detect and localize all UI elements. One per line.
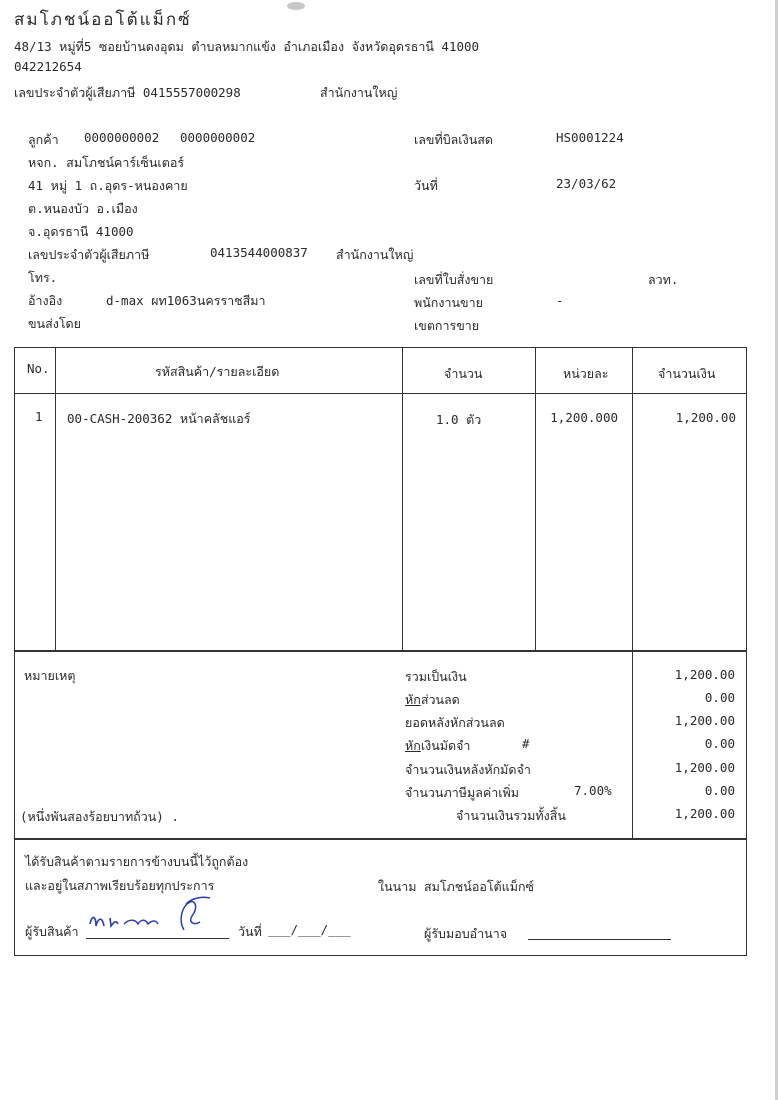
on-behalf-of: ในนาม สมโภชน์ออโต้แม็กซ์ (378, 879, 535, 894)
after-discount-label: ยอดหลังหักส่วนลด (405, 715, 505, 730)
customer-address-3: จ.อุดรธานี 41000 (28, 224, 134, 239)
vat-rate: 7.00% (574, 783, 612, 798)
company-branch: สำนักงานใหญ่ (320, 85, 398, 100)
vat-value: 0.00 (704, 783, 735, 798)
customer-label: ลูกค้า (28, 132, 59, 147)
remark-label: หมายเหตุ (24, 668, 76, 683)
deposit-value: 0.00 (704, 736, 735, 751)
receipt-confirmation-1: ได้รับสินค้าตามรายการข้างบนนี้ไว้ถูกต้อง (25, 854, 249, 869)
items-col-divider-4 (632, 347, 633, 651)
company-phone: 042212654 (14, 59, 82, 74)
grand-total-label: จำนวนเงินรวมทั้งสิ้น (456, 808, 566, 823)
authorized-label: ผู้รับมอบอำนาจ (424, 926, 508, 941)
customer-branch: สำนักงานใหญ่ (336, 247, 414, 262)
customer-address-2: ต.หนองบัว อ.เมือง (28, 201, 138, 216)
company-address: 48/13 หมู่ที่5 ซอยบ้านดงอุดม ตำบลหมากแข้ง อำเภอเมือง จังหวัดอุดรธานี 41000 (14, 39, 480, 54)
grand-total-value: 1,200.00 (674, 806, 735, 821)
bill-date: 23/03/62 (556, 176, 617, 191)
item-row-unit-price: 1,200.000 (550, 410, 618, 425)
receiver-label: ผู้รับสินค้า (25, 924, 79, 939)
subtotal-label: รวมเป็นเงิน (405, 669, 467, 684)
item-row-amount: 1,200.00 (675, 410, 736, 425)
totals-col-divider (632, 650, 633, 839)
sales-area-label: เขตการขาย (414, 318, 480, 333)
customer-name: หจก. สมโภชน์คาร์เซ็นเตอร์ (28, 155, 185, 170)
bill-number-label: เลขที่บิลเงินสด (414, 132, 493, 147)
items-col-divider-3 (535, 347, 536, 651)
after-deposit-label: จำนวนเงินหลังหักมัดจำ (405, 762, 531, 777)
customer-address-1: 41 หมู่ 1 ถ.อุดร-หนองคาย (28, 178, 188, 193)
header-unit-price: หน่วยละ (563, 366, 609, 381)
header-amount: จำนวนเงิน (658, 366, 716, 381)
deposit-label-text: เงินมัดจำ (420, 738, 471, 753)
sales-order-suffix: ลวท. (648, 272, 679, 287)
discount-label (405, 690, 460, 710)
bill-number: HS0001224 (556, 130, 624, 145)
after-discount-value: 1,200.00 (674, 713, 735, 728)
company-name: สมโภชน์ออโต้แม็กซ์ (14, 10, 192, 30)
salesperson-label: พนักงานขาย (414, 295, 483, 310)
customer-phone-label: โทร. (28, 270, 58, 285)
company-taxid: เลขประจำตัวผู้เสียภาษี 0415557000298 (14, 85, 241, 100)
deposit-label-prefix: หัก (405, 738, 421, 753)
header-no: No. (27, 361, 50, 376)
header-description: รหัสสินค้า/รายละเอียด (155, 364, 280, 379)
item-row-quantity: 1.0 ตัว (436, 412, 482, 427)
authorized-signature-line (528, 939, 671, 940)
reference-value: d-max ผท1063นครราชสีมา (106, 293, 266, 308)
customer-code-2: 0000000002 (180, 130, 256, 145)
header-quantity: จำนวน (444, 366, 483, 381)
item-row-no: 1 (35, 409, 43, 424)
receiver-signature (86, 890, 226, 942)
receipt-confirmation-2: และอยู่ในสภาพเรียบร้อยทุกประการ (25, 878, 215, 893)
deposit-hash: # (522, 736, 530, 751)
sales-order-label: เลขที่ใบสั่งขาย (414, 272, 494, 287)
deposit-label (405, 736, 470, 756)
discount-label-prefix: หัก (405, 692, 421, 707)
customer-taxid: 0413544000837 (210, 245, 308, 260)
reference-label: อ้างอิง (28, 293, 63, 308)
customer-code-1: 0000000002 (84, 130, 160, 145)
customer-taxid-label: เลขประจำตัวผู้เสียภาษี (28, 247, 150, 262)
receive-date-blank: ___/___/___ (268, 922, 351, 937)
discount-value: 0.00 (704, 690, 735, 705)
receive-date-label: วันที่ (238, 924, 262, 939)
salesperson-value: - (556, 293, 564, 308)
items-col-divider-2 (402, 347, 403, 651)
bill-date-label: วันที่ (414, 178, 438, 193)
scan-smudge (287, 2, 305, 10)
vat-label: จำนวนภาษีมูลค่าเพิ่ม (405, 785, 519, 800)
discount-label-text: ส่วนลด (420, 692, 460, 707)
after-deposit-value: 1,200.00 (674, 760, 735, 775)
items-col-divider-1 (55, 347, 56, 651)
subtotal-value: 1,200.00 (674, 667, 735, 682)
items-header-divider (14, 393, 746, 394)
item-row-description: 00-CASH-200362 หน้าคลัชแอร์ (67, 411, 251, 426)
amount-in-words: (หนึ่งพันสองร้อยบาทถ้วน) . (20, 809, 179, 824)
shipping-label: ขนส่งโดย (28, 316, 81, 331)
